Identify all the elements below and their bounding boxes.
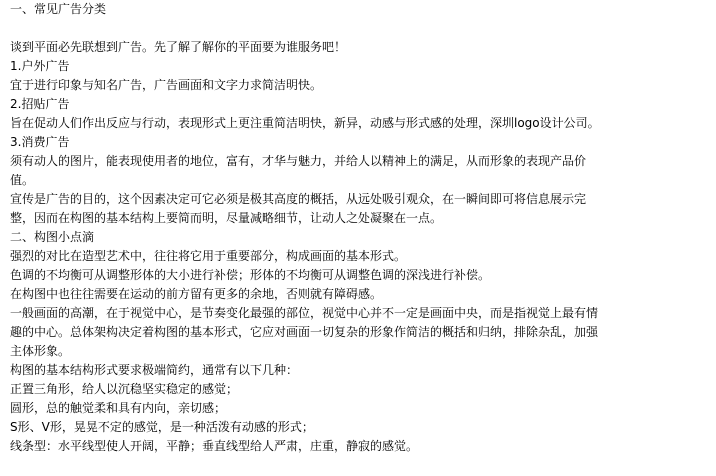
blank-line xyxy=(10,19,710,38)
subheading: 1.户外广告 xyxy=(10,59,70,73)
paragraph-line: 值。 xyxy=(10,173,35,187)
paragraph-line: 构图的基本结构形式要求极端简约，通常有以下几种： xyxy=(10,363,299,377)
paragraph-line: 宜于进行印象与知名广告，广告画面和文字力求简洁明快。 xyxy=(10,78,323,92)
paragraph-line: 正置三角形，给人以沉稳坚实稳定的感觉； xyxy=(10,382,239,396)
paragraph-line: 圆形，总的触觉柔和具有内向，亲切感； xyxy=(10,401,227,415)
article-body xyxy=(10,0,710,456)
paragraph-line: 主体形象。 xyxy=(10,344,71,358)
paragraph-line: 一般画面的高潮，在于视觉中心，是节奏变化最强的部位，视觉中心并不一定是画面中央，而是指视觉上最有情 xyxy=(10,306,599,320)
paragraph-line: S形、V形，晃晃不定的感觉，是一种活泼有动感的形式； xyxy=(10,420,314,434)
paragraph-line: 在构图中也往往需要在运动的前方留有更多的余地，否则就有障碍感。 xyxy=(10,287,383,301)
paragraph-line: 趣的中心。总体架构决定着构图的基本形式，它应对画面一切复杂的形象作简洁的概括和归纳，排除杂乱，加强 xyxy=(10,325,599,339)
paragraph-line: 宣传是广告的目的，这个因素决定可它必须是极其高度的概括，从远处吸引观众，在一瞬间即可将信息展示完 xyxy=(10,192,587,206)
paragraph-line: 色调的不均衡可从调整形体的大小进行补偿；形体的不均衡可从调整色调的深浅进行补偿。 xyxy=(10,268,491,282)
section-heading: 二、构图小点滴 xyxy=(10,230,95,244)
paragraph-line: 旨在促动人们作出反应与行动，表现形式上更注重简洁明快，新异，动感与形式感的处理，深圳logo设计公司。 xyxy=(10,116,600,130)
paragraph-line: 须有动人的图片，能表现使用者的地位，富有，才华与魅力，并给人以精神上的满足，从而形象的表现产品价 xyxy=(10,154,587,168)
paragraph-line: 整，因而在构图的基本结构上要简而明，尽量减略细节，让动人之处凝聚在一点。 xyxy=(10,211,443,225)
subheading: 2.招贴广告 xyxy=(10,97,70,111)
paragraph-line: 谈到平面必先联想到广告。先了解了解你的平面要为谁服务吧！ xyxy=(10,40,347,54)
subheading: 3.消费广告 xyxy=(10,135,70,149)
paragraph-line: 线条型：水平线型使人开阔，平静；垂直线型给人严肃，庄重，静寂的感觉。 xyxy=(10,439,419,453)
section-heading: 一、常见广告分类 xyxy=(10,2,107,16)
paragraph-line: 强烈的对比在造型艺术中，往往将它用于重要部分，构成画面的基本形式。 xyxy=(10,249,407,263)
